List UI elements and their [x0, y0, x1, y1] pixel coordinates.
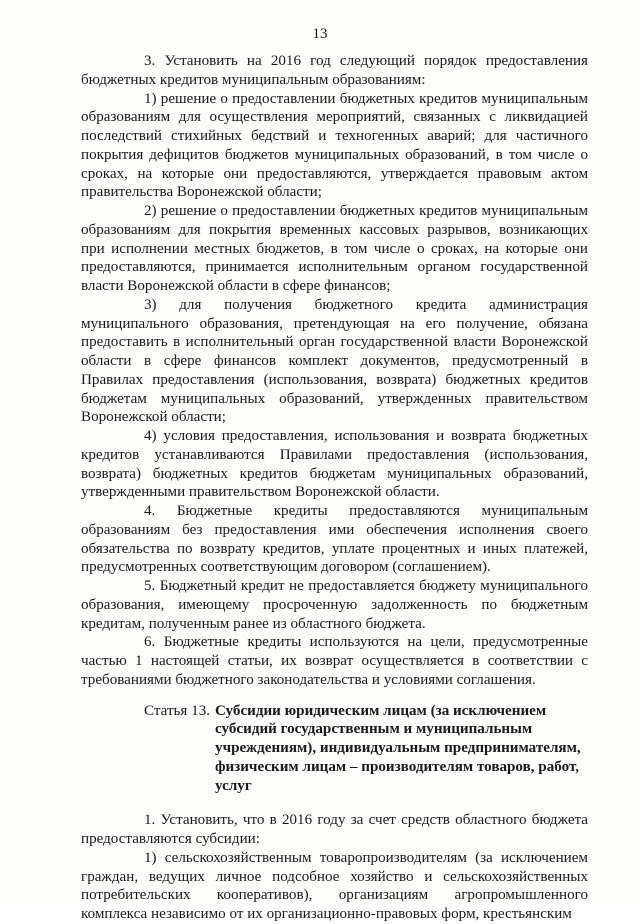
article-number: Статья 13.	[144, 702, 211, 719]
document-body	[81, 52, 588, 924]
paragraph-section-6: 6. Бюджетные кредиты используются на цели, предусмотренные частью 1 настоящей статьи, их возврат осуществляется в соответствии с требованиями бюджетного законодательства и условиями соглашения.	[81, 634, 588, 688]
paragraph-article-13-section-1: 1. Установить, что в 2016 году за счет средств областного бюджета предоставляются субсидии:	[81, 812, 588, 847]
paragraph-item-2: 2) решение о предоставлении бюджетных кредитов муниципальным образованиям для покрытия временных кассовых разрывов, возникающих при исполнении местных бюджетов, в том числе о сроках, на которые они предоставляются, принимается исполнительным органом государственной власти Воронежской области в сфере финансов;	[81, 203, 588, 294]
paragraph-article-13-item-1: 1) сельскохозяйственным товаропроизводителям (за исключением граждан, ведущих личное подсобное хозяйство и сельскохозяйственных потребительских кооперативов), организациям агропромышленного комплекса независимо от их организационно-правовых форм, крестьянским	[81, 849, 588, 922]
article-title: Субсидии юридическим лицам (за исключением субсидий государственным и муниципальным учреждениям), индивидуальным предпринимателям, физическим лицам – производителям товаров, работ, услуг	[215, 702, 581, 794]
paragraph-item-4: 4) условия предоставления, использования и возврата бюджетных кредитов устанавливаются Правилами предоставления (использования, возврата) бюджетных кредитов бюджетам муниципальных образований, утвержденными правительством Воронежской области.	[81, 428, 588, 501]
article-heading	[81, 702, 588, 796]
page-number: 13	[312, 26, 328, 42]
paragraph-section-5: 5. Бюджетный кредит не предоставляется бюджету муниципального образования, имеющему просроченную задолженность по бюджетным кредитам, полученным ранее из областного бюджета.	[81, 578, 588, 632]
paragraph-item-1: 1) решение о предоставлении бюджетных кредитов муниципальным образованиям для осуществления мероприятий, связанных с ликвидацией последствий стихийных бедствий и техногенных аварий; для частичного покрытия дефицитов бюджетов муниципальных образований, в том числе о сроках, на которые они предоставляются, утверждается правовым актом правительства Воронежской области;	[81, 90, 588, 201]
paragraph-section-3: 3. Установить на 2016 год следующий порядок предоставления бюджетных кредитов муниципальным образованиям:	[81, 53, 588, 88]
paragraph-item-3: 3) для получения бюджетного кредита администрация муниципального образования, претендующая на его получение, обязана предоставить в исполнительный орган государственной власти Воронежской области в сфере финансов комплект документов, предусмотренный в Правилах предоставления (использования, возврата) бюджетных кредитов бюджетам муниципальных образований, утвержденных правительством Воронежской области;	[81, 296, 588, 426]
paragraph-section-4: 4. Бюджетные кредиты предоставляются муниципальным образованиям без предоставления ими обеспечения исполнения своего обязательства по возврату кредитов, уплате процентных и иных платежей, предусмотренных соответствующим договором (соглашением).	[81, 503, 588, 576]
